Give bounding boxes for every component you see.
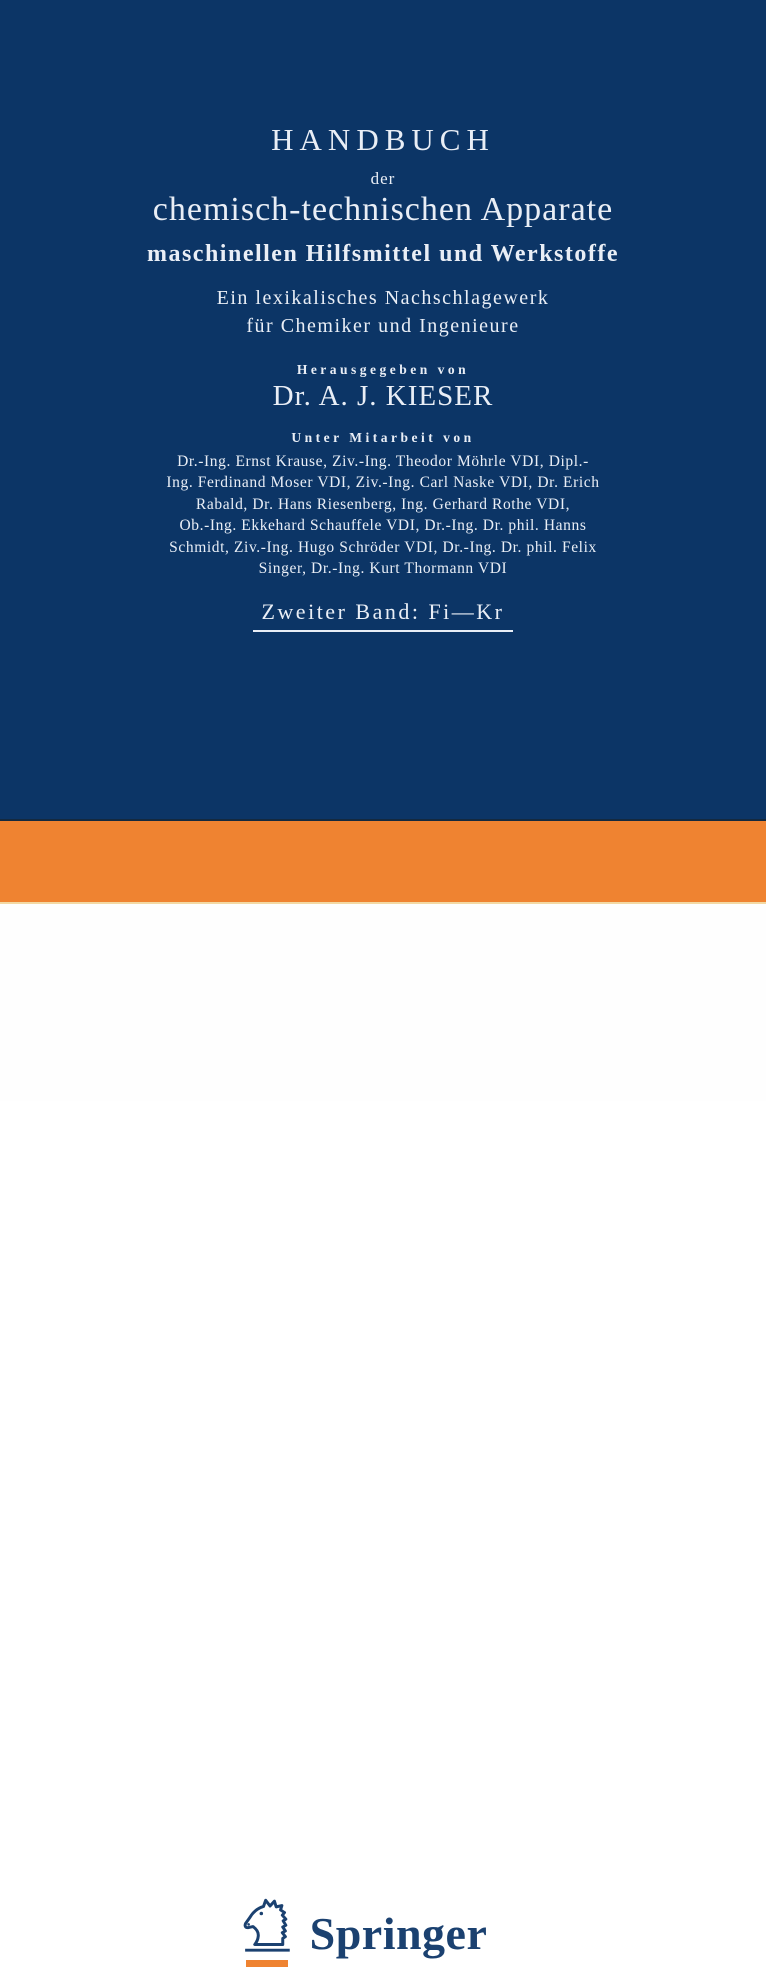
volume-label: Zweiter Band: Fi—Kr <box>253 599 512 632</box>
contributor-line: Rabald, Dr. Hans Riesenberg, Ing. Gerhard Rothe VDI, <box>195 495 571 513</box>
contributor-line: Ob.-Ing. Ekkehard Schauffele VDI, Dr.-Ing. Dr. phil. Hanns <box>179 517 587 535</box>
logo-underline-bar <box>246 1960 288 1967</box>
subtitle-line-1: Ein lexikalisches Nachschlagewerk <box>216 287 550 309</box>
contributor-line: Schmidt, Ziv.-Ing. Hugo Schröder VDI, Dr.-Ing. Dr. phil. Felix <box>169 538 597 556</box>
contributor-line: Dr.-Ing. Ernst Krause, Ziv.-Ing. Theodor Möhrle VDI, Dipl.- <box>177 453 589 470</box>
publisher-panel <box>0 904 766 1959</box>
subtitle-line-2: für Chemiker und Ingenieure <box>246 315 520 337</box>
contributors-label: Unter Mitarbeit von <box>291 430 475 445</box>
title-main: chemisch-technischen Apparate <box>152 191 614 228</box>
springer-logo <box>0 1896 746 1967</box>
springer-horse-icon <box>239 1896 295 1967</box>
publisher-wordmark: Springer <box>309 1908 488 1959</box>
title-handbuch: HANDBUCH <box>271 122 495 157</box>
volume-label-wrap <box>0 599 766 632</box>
title-secondary: maschinellen Hilfsmittel und Werkstoffe <box>146 241 620 267</box>
contributor-line: Ing. Ferdinand Moser VDI, Ziv.-Ing. Carl Naske VDI, Dr. Erich <box>166 474 600 492</box>
title-der: der <box>370 169 396 188</box>
orange-stripe <box>0 819 766 904</box>
contributor-line: Singer, Dr.-Ing. Kurt Thormann VDI <box>258 560 508 578</box>
contributors-list <box>0 451 766 579</box>
editor-name: Dr. A. J. KIESER <box>272 380 494 412</box>
edited-by-label: Herausgegeben von <box>296 362 470 377</box>
front-cover-panel <box>0 0 766 819</box>
